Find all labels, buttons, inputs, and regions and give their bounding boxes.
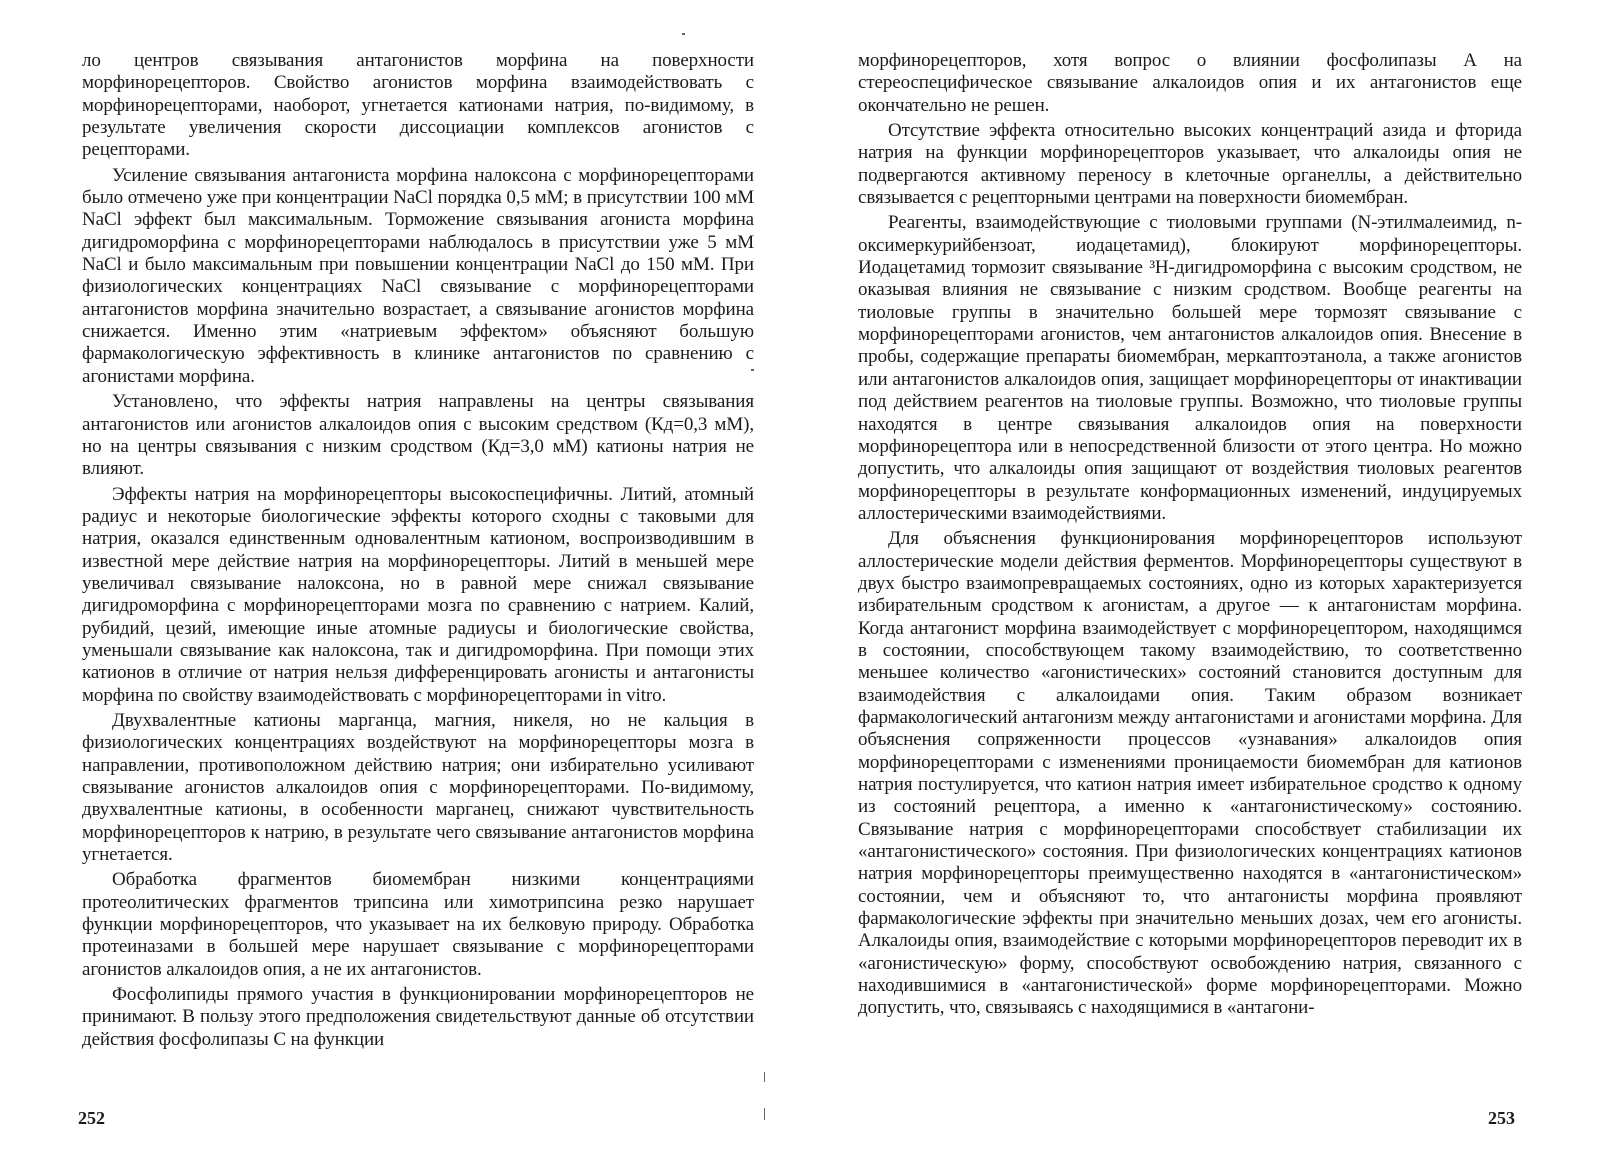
page-number: 253 <box>1488 1108 1515 1128</box>
left-page <box>82 50 754 1051</box>
gutter-mark <box>764 1072 765 1082</box>
paragraph: морфинорецепторов, хотя вопрос о влиянии фосфолипазы А на стереоспецифическое связывание алкалоидов опия и их антагонистов еще окончательно не решен. <box>858 50 1522 116</box>
paragraph: Усиление связывания антагониста морфина налоксона с морфинорецепторами было отмечено уже при концентрации NaCl порядка 0,5 мМ; в присутствии 100 мМ NaCl эффект был максимальным. Торможение связывания агониста морфина дигидроморфина с морфинорецепторами наблюдалось в присутствии уже 5 мМ NaCl и было максимальным при повышении концентрации NaCl до 150 мМ. При физиологических концентрациях NaCl связывание с морфинорецепторами антагонистов морфина значительно возрастает, а связывание агонистов морфина снижается. Именно этим «натриевым эффектом» объясняют большую фармакологическую эффективность в клинике антагонистов по сравнению с агонистами морфина. <box>82 164 754 387</box>
paragraph: Обработка фрагментов биомембран низкими концентрациями протеолитических фрагментов трипсина или химотрипсина резко нарушает функции морфинорецепторов, что указывает на их белковую природу. Обработка протеиназами в большей мере нарушает связывание с морфинорецепторами агонистов алкалоидов опия, а не их антагонистов. <box>82 869 754 980</box>
paragraph: Для объяснения функционирования морфинорецепторов используют аллостерические модели действия ферментов. Морфинорецепторы существуют в двух быстро взаимопревращаемых состояниях, одно из которых характеризуется избирательным сродством к агонистам, а другое — к антагонистам морфина. Когда антагонист морфина взаимодействует с морфинорецептором, находящимся в состоянии, способствующем такому взаимодействию, то соответственно меньшее количество «агонистических» состояний становится доступным для взаимодействия с алкалоидами опия. Таким образом возникает фармакологический антагонизм между антагонистами и агонистами морфина. Для объяснения сопряженности процессов «узнавания» алкалоидов опия морфинорецепторами с изменениями проницаемости биомембран для катионов натрия постулируется, что катион натрия имеет избирательное сродство к одному из состояний рецептора, а именно к «антагонистическому» состоянию. Связывание натрия с морфинорецепторами способствует стабилизации их «антагонистического» состояния. При физиологических концентрациях катионов натрия морфинорецепторы преимущественно находятся в «антагонистическом» состоянии, чем и объясняют то, что антагонисты морфина проявляют фармакологические эффекты при значительно меньших дозах, чем его агонисты. Алкалоиды опия, взаимодействие с которыми морфинорецепторов переводит их в «агонистическую» форму, способствуют освобождению натрия, связанного с находившимися в «антагонистической» форме морфинорецепторами. Можно допустить, что, связываясь с находящимися в «антагони- <box>858 528 1522 1019</box>
paragraph: Реагенты, взаимодействующие с тиоловыми группами (N-этилмалеимид, n-оксимеркурийбензоат, иодацетамид), блокируют морфинорецепторы. Иодацетамид тормозит связывание ³Н-дигидроморфина с высоким сродством, не оказывая влияния не связывание с низким сродством. Вообще реагенты на тиоловые группы в значительно большей мере тормозят связывание с морфинорецепторами агонистов, чем антагонистов алкалоидов опия. Внесение в пробы, содержащие препараты биомембран, меркаптоэтанола, а также агонистов или антагонистов алкалоидов опия, защищает морфинорецепторы от инактивации под действием реагентов на тиоловые группы. Возможно, что тиоловые группы находятся в центре связывания алкалоидов опия на поверхности морфинорецептора или в непосредственной близости от этого центра. Но можно допустить, что алкалоиды опия защищают от воздействия тиоловых реагентов морфинорецепторы в результате конформационных изменений, индуцируемых аллостерическими взаимодействиями. <box>858 212 1522 524</box>
page-number: 252 <box>78 1108 105 1128</box>
paragraph: Установлено, что эффекты натрия направлены на центры связывания антагонистов или агонистов алкалоидов опия с высоким средством (Кд=0,3 мМ), но на центры связывания с низким сродством (Кд=3,0 мМ) катионы натрия не влияют. <box>82 391 754 480</box>
paragraph: Отсутствие эффекта относительно высоких концентраций азида и фторида натрия на функции морфинорецепторов указывает, что алкалоиды опия не подвергаются активному переносу в клеточные органеллы, а действительно связывается с рецепторными центрами на поверхности биомембран. <box>858 120 1522 209</box>
paragraph: Двухвалентные катионы марганца, магния, никеля, но не кальция в физиологических концентрациях воздействуют на морфинорецепторы мозга в направлении, противоположном действию натрия; они избирательно усиливают связывание агонистов алкалоидов опия с морфинорецепторами. По-видимому, двухвалентные катионы, в особенности марганец, снижают чувствительность морфинорецепторов к натрию, в результате чего связывание антагонистов морфина угнетается. <box>82 709 754 866</box>
paragraph: Эффекты натрия на морфинорецепторы высокоспецифичны. Литий, атомный радиус и некоторые биологические эффекты которого сходны с таковыми для натрия, оказался единственным одновалентным катионом, воспроизводившим в известной мере действие натрия на морфинорецепторы. Литий в меньшей мере увеличивал связывание налоксона, но в равной мере снижал связывание дигидроморфина с морфинорецепторами мозга по сравнению с натрием. Калий, рубидий, цезий, имеющие иные атомные радиусы и биологические свойства, уменьшали связывание как налоксона, так и дигидроморфина. При помощи этих катионов в отличие от натрия нельзя дифференцировать агонисты и антагонисты морфина по свойству взаимодействовать с морфинорецепторами in vitro. <box>82 483 754 706</box>
scan-speck <box>682 33 685 35</box>
paragraph: Фосфолипиды прямого участия в функционировании морфинорецепторов не принимают. В пользу этого предположения свидетельствуют данные об отсутствии действия фосфолипазы С на функции <box>82 984 754 1050</box>
gutter-mark <box>764 1108 765 1120</box>
paragraph: ло центров связывания антагонистов морфина на поверхности морфинорецепторов. Свойство агонистов морфина взаимодействовать с морфинорецепторами, наоборот, угнетается катионами натрия, по-видимому, в результате увеличения скорости диссоциации комплексов агонистов с рецепторами. <box>82 50 754 161</box>
right-page <box>858 50 1522 1020</box>
